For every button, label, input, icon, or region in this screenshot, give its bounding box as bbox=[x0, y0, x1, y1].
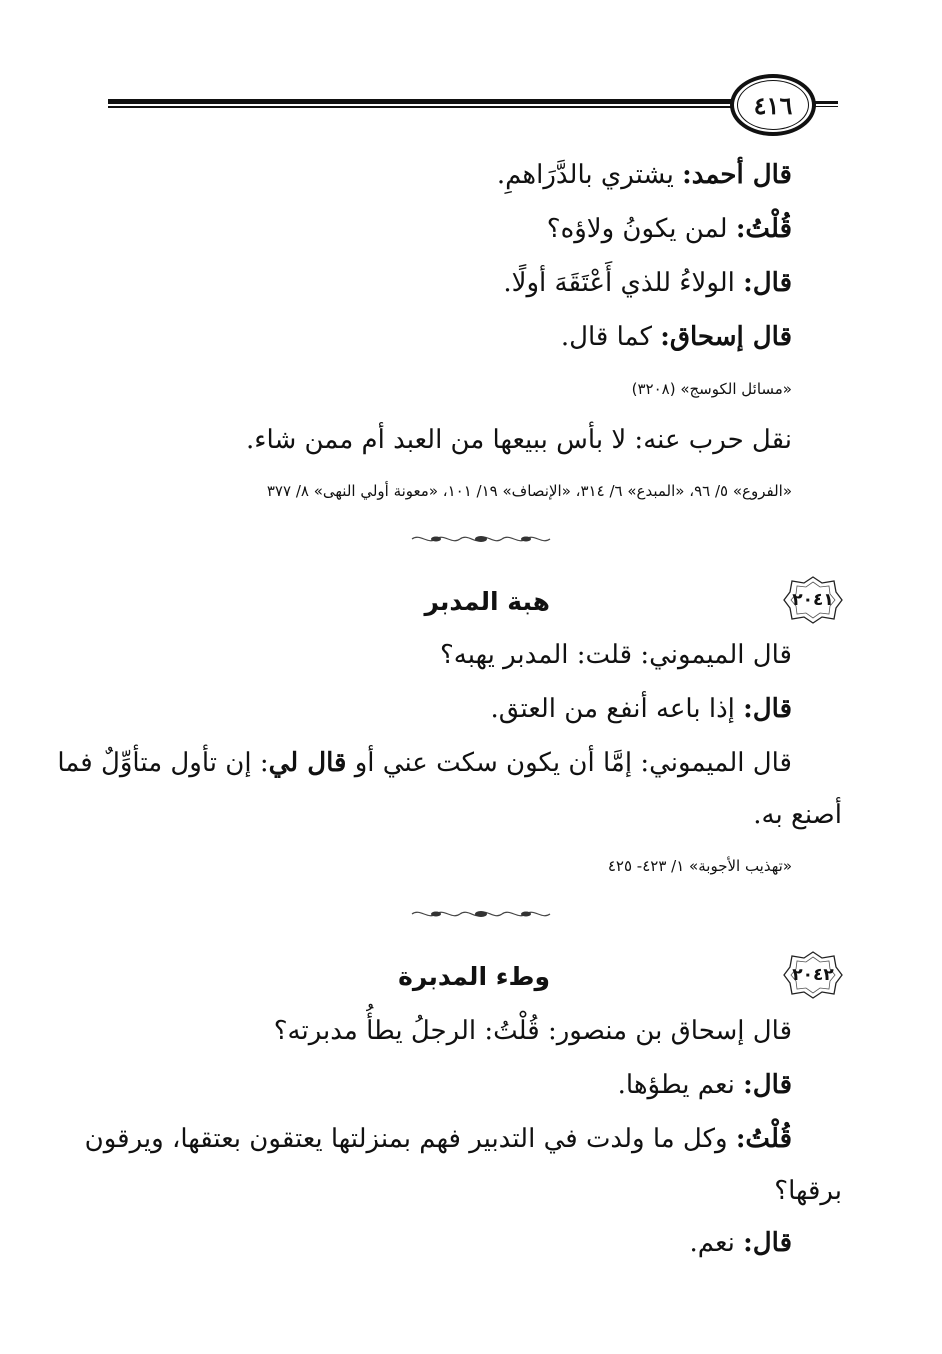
source-citation: «تهذيب الأجوبة» ١/ ٤٢٣- ٤٢٥ bbox=[607, 857, 792, 875]
dialogue-line bbox=[497, 160, 792, 191]
speaker-label: قال: bbox=[743, 268, 792, 298]
section-title: وطء المدبرة bbox=[398, 962, 550, 991]
line-text: يشتري بالدَّرَاهمِ. bbox=[496, 160, 683, 190]
line-text: قال الميموني: إمَّا أن يكون سكت عني أو bbox=[346, 748, 792, 778]
dialogue-line: قال إسحاق بن منصور: قُلْتُ: الرجلُ يطأُ مدبرته؟ bbox=[273, 1016, 792, 1046]
page-number-badge bbox=[730, 74, 816, 136]
section-number-emblem-icon bbox=[782, 575, 844, 625]
ornament-divider-icon bbox=[410, 532, 552, 546]
speaker-label: قال أحمد: bbox=[682, 160, 792, 190]
dialogue-line bbox=[85, 1124, 792, 1155]
speaker-label: قال: bbox=[743, 1070, 792, 1100]
source-citation: «مسائل الكوسج» (٣٢٠٨) bbox=[631, 380, 792, 398]
speaker-label: قُلْتُ: bbox=[735, 1124, 792, 1154]
line-text: نعم يطؤها. bbox=[617, 1070, 744, 1100]
speaker-label: قال لي bbox=[268, 748, 347, 778]
dialogue-line bbox=[503, 268, 792, 299]
speaker-label: قال إسحاق: bbox=[660, 322, 792, 352]
dialogue-line bbox=[618, 1070, 792, 1101]
continuation-line: أصنع به. bbox=[753, 800, 842, 830]
line-text: نعم. bbox=[689, 1228, 744, 1258]
dialogue-line bbox=[547, 214, 792, 245]
section-number-emblem-icon bbox=[782, 950, 844, 1000]
dialogue-line bbox=[491, 694, 792, 725]
section-number: ٢٠٤٢ bbox=[792, 965, 834, 985]
dialogue-line bbox=[57, 748, 792, 779]
dialogue-line bbox=[690, 1228, 792, 1259]
page-number: ٤١٦ bbox=[753, 90, 793, 120]
section-title: هبة المدبر bbox=[424, 587, 550, 616]
dialogue-line bbox=[561, 322, 792, 353]
line-text: لمن يكونُ ولاؤه؟ bbox=[546, 214, 736, 244]
references-line: «الفروع» ٥/ ٩٦، «المبدع» ٦/ ٣١٤، «الإنصاف» ١٩/ ١٠١، «معونة أولي النهى» ٨/ ٣٧٧ bbox=[266, 482, 792, 500]
continuation-line: برقها؟ bbox=[774, 1176, 842, 1206]
speaker-label: قال: bbox=[743, 1228, 792, 1258]
ornament-divider-icon bbox=[410, 907, 552, 921]
dialogue-line: قال الميموني: قلت: المدبر يهبه؟ bbox=[440, 640, 792, 670]
speaker-label: قال: bbox=[743, 694, 792, 724]
section-number: ٢٠٤١ bbox=[792, 590, 834, 610]
line-text: : إن تأول متأوِّلٌ فما bbox=[57, 748, 269, 778]
line-text: كما قال. bbox=[560, 322, 661, 352]
header-rule bbox=[108, 99, 734, 109]
line-text: الولاءُ للذي أَعْتَقَهَ أولًا. bbox=[503, 268, 744, 298]
line-text: وكل ما ولدت في التدبير فهم بمنزلتها يعتقون بعتقها، ويرقون bbox=[84, 1124, 736, 1154]
harb-line: نقل حرب عنه: لا بأس ببيعها من العبد أم ممن شاء. bbox=[246, 425, 792, 455]
speaker-label: قُلْتُ: bbox=[735, 214, 792, 244]
header-rule-tail bbox=[814, 101, 838, 107]
line-text: إذا باعه أنفع من العتق. bbox=[490, 694, 744, 724]
